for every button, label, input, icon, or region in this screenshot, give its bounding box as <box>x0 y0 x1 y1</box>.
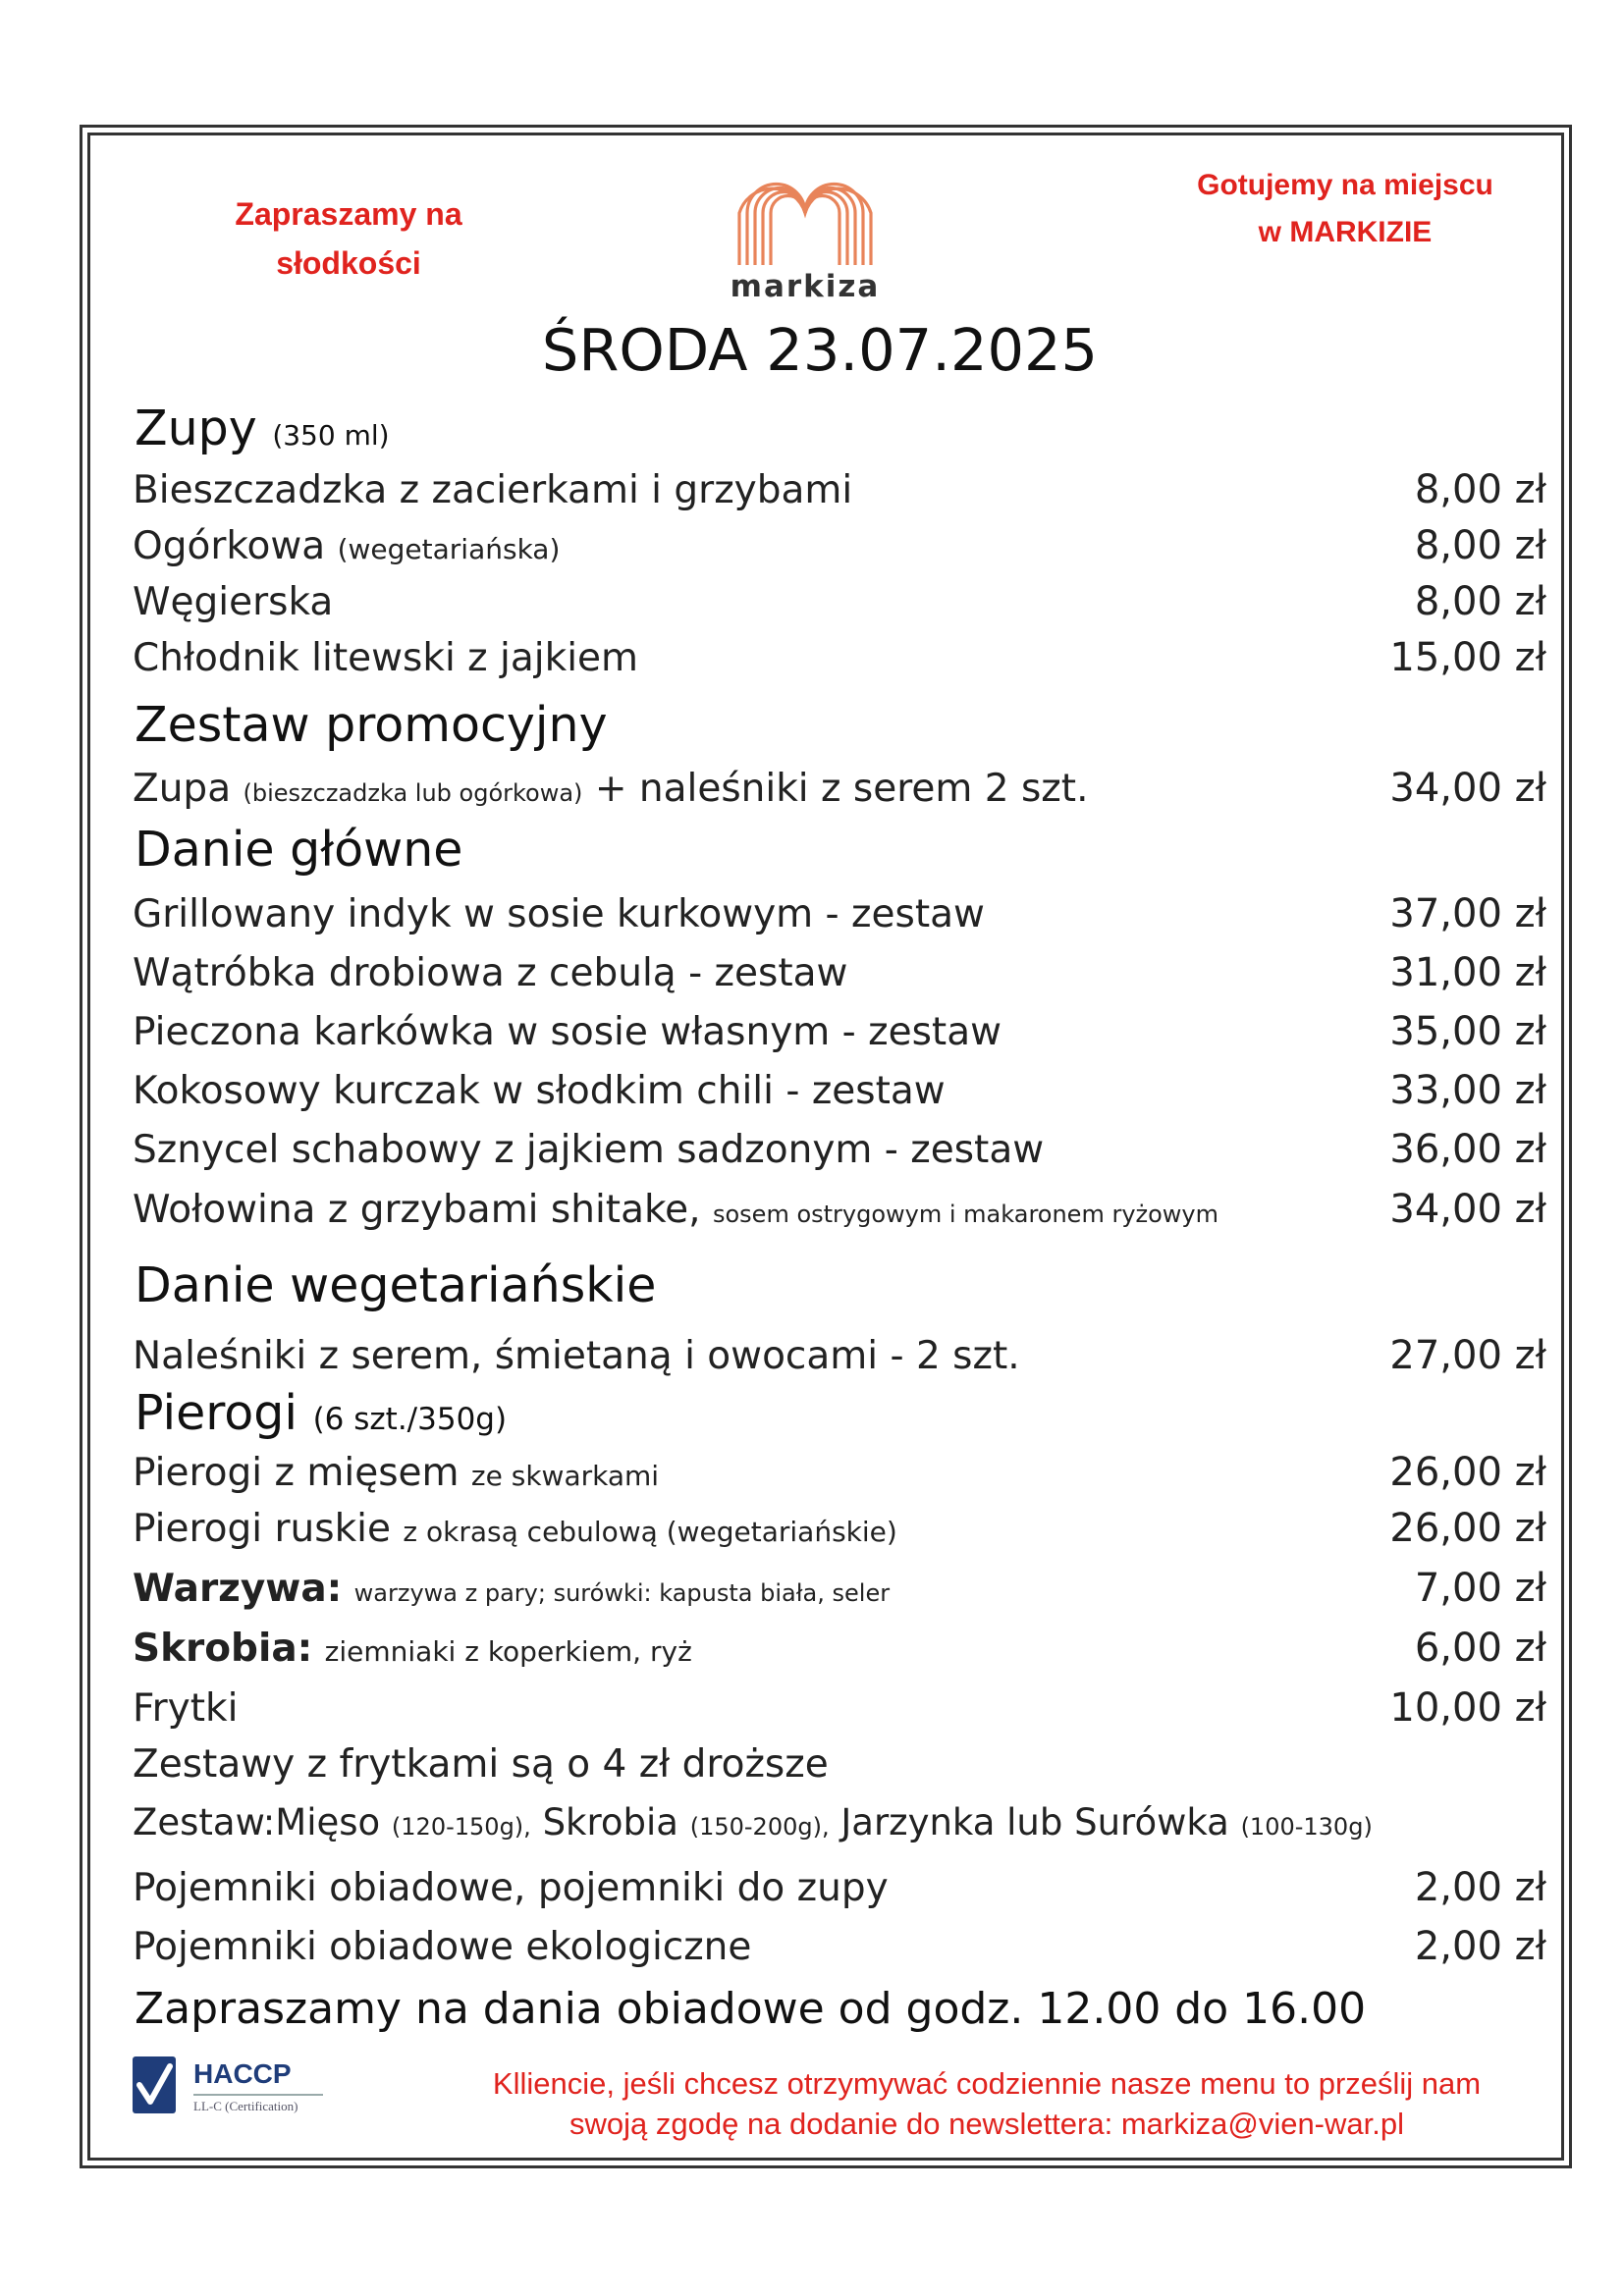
menu-item-price: 34,00 zł <box>1389 1187 1546 1232</box>
menu-item-price: 2,00 zł <box>1414 1924 1546 1969</box>
section-promo-title: Zestaw promocyjny <box>135 697 608 753</box>
newsletter-line2: swoją zgodę na dodanie do newslettera: markiza@vien-war.pl <box>569 2107 1404 2141</box>
menu-item-dumplings-1 <box>133 1446 1546 1495</box>
set-part-salad: Jarzynka lub Surówka <box>840 1801 1229 1843</box>
menu-item-name-text: Pierogi ruskie <box>133 1507 392 1551</box>
menu-item-label: Warzywa: <box>133 1567 343 1611</box>
menu-item-label: Skrobia: <box>133 1627 313 1671</box>
menu-item-price: 2,00 zł <box>1414 1865 1546 1910</box>
menu-date: ŚRODA 23.07.2025 <box>541 316 1099 384</box>
menu-item-main-1 <box>133 887 1546 936</box>
menu-item-price: 6,00 zł <box>1414 1626 1546 1671</box>
markiza-logo <box>727 169 884 316</box>
menu-item-name <box>133 1507 897 1551</box>
haccp-subtitle: LL-C (Certification) <box>193 2099 298 2113</box>
menu-item-name <box>133 1627 692 1671</box>
cooking-notice-line1: Gotujemy na miejscu <box>1197 169 1493 201</box>
cooking-notice-line2: w MARKIZIE <box>1258 216 1433 248</box>
menu-item-name-text-2: + naleśniki z serem 2 szt. <box>594 767 1089 811</box>
menu-item-price: 8,00 zł <box>1414 579 1546 624</box>
set-part-starch-weight: (150-200g), <box>689 1813 830 1841</box>
haccp-title: HACCP <box>193 2058 292 2089</box>
menu-item-name-text: Ogórkowa <box>133 524 326 568</box>
menu-item-note: ziemniaki z koperkiem, ryż <box>324 1635 692 1668</box>
menu-item-price: 8,00 zł <box>1414 523 1546 568</box>
section-dumplings-note: (6 szt./350g) <box>312 1402 508 1437</box>
menu-item-main-6 <box>133 1183 1546 1232</box>
menu-item-price: 7,00 zł <box>1414 1566 1546 1611</box>
menu-item-name <box>133 767 1088 811</box>
section-soups-title <box>135 400 390 456</box>
menu-item-price: 8,00 zł <box>1414 467 1546 512</box>
sweets-invitation-line1: Zapraszamy na <box>235 196 462 232</box>
section-main-title: Danie główne <box>135 822 463 878</box>
menu-item-soup-1 <box>133 463 1546 512</box>
menu-item-name: Wątróbka drobiowa z cebulą - zestaw <box>133 951 848 995</box>
menu-item-price: 33,00 zł <box>1389 1068 1546 1113</box>
menu-item-name-text: Zupa <box>133 767 232 811</box>
menu-item-note: z okrasą cebulową (wegetariańskie) <box>403 1516 897 1548</box>
menu-item-note: ze skwarkami <box>470 1460 660 1492</box>
menu-item-name: Pojemniki obiadowe ekologiczne <box>133 1925 752 1969</box>
menu-item-name: Pojemniki obiadowe, pojemniki do zupy <box>133 1866 889 1910</box>
menu-item-name-text: Wołowina z grzybami shitake, <box>133 1188 701 1232</box>
set-part-starch: Skrobia <box>542 1801 678 1843</box>
logo-wordmark: markiza <box>730 269 881 304</box>
section-soups-label: Zupy <box>135 400 257 456</box>
menu-item-note: (wegetariańska) <box>337 533 561 565</box>
menu-item-soup-4 <box>133 631 1546 680</box>
menu-item-price: 26,00 zł <box>1389 1506 1546 1551</box>
fries-surcharge-text: Zestawy z frytkami są o 4 zł droższe <box>133 1742 829 1787</box>
menu-item-soup-2 <box>133 519 1546 568</box>
menu-item-starch <box>133 1622 1546 1671</box>
haccp-divider <box>193 2094 323 2096</box>
fries-surcharge-note <box>133 1737 1546 1787</box>
menu-item-note: (bieszczadzka lub ogórkowa) <box>243 779 583 807</box>
menu-item-soup-3 <box>133 575 1546 624</box>
menu-item-name <box>133 1567 890 1611</box>
menu-item-name: Węgierska <box>133 580 334 624</box>
section-vege-title: Danie wegetariańskie <box>135 1257 657 1313</box>
set-part-meat: Zestaw:Mięso <box>133 1801 381 1843</box>
cooking-notice <box>1168 162 1522 256</box>
set-part-salad-weight: (100-130g) <box>1240 1813 1373 1841</box>
menu-item-price: 15,00 zł <box>1389 635 1546 680</box>
menu-item-main-5 <box>133 1123 1546 1172</box>
haccp-check-icon <box>131 2055 178 2115</box>
menu-item-price: 27,00 zł <box>1389 1333 1546 1378</box>
menu-item-name <box>133 1451 659 1495</box>
menu-item-vege <box>133 1329 1546 1378</box>
menu-item-price: 37,00 zł <box>1389 891 1546 936</box>
menu-item-price: 34,00 zł <box>1389 766 1546 811</box>
section-dumplings-title <box>135 1385 507 1441</box>
menu-item-name <box>133 524 560 568</box>
section-dumplings-label: Pierogi <box>135 1385 298 1441</box>
set-part-meat-weight: (120-150g), <box>391 1813 531 1841</box>
menu-item-name: Grillowany indyk w sosie kurkowym - zestaw <box>133 892 985 936</box>
menu-item-containers-2 <box>133 1920 1546 1969</box>
sweets-invitation-line2: słodkości <box>276 245 421 281</box>
menu-item-promo-set <box>133 762 1546 811</box>
menu-item-name: Pieczona karkówka w sosie własnym - zestaw <box>133 1010 1002 1054</box>
haccp-badge <box>131 2055 337 2121</box>
menu-item-price: 26,00 zł <box>1389 1450 1546 1495</box>
menu-item-main-3 <box>133 1005 1546 1054</box>
menu-item-name: Chłodnik litewski z jajkiem <box>133 636 639 680</box>
menu-item-price: 35,00 zł <box>1389 1009 1546 1054</box>
menu-item-name: Kokosowy kurczak w słodkim chili - zestaw <box>133 1069 946 1113</box>
menu-item-name: Bieszczadzka z zacierkami i grzybami <box>133 468 853 512</box>
menu-item-vegetables <box>133 1562 1546 1611</box>
newsletter-notice <box>422 2063 1551 2144</box>
menu-item-dumplings-2 <box>133 1502 1546 1551</box>
sweets-invitation <box>226 189 471 288</box>
menu-item-name-text: Pierogi z mięsem <box>133 1451 460 1495</box>
section-soups-note: (350 ml) <box>272 419 390 452</box>
menu-item-name: Naleśniki z serem, śmietaną i owocami - 2 szt. <box>133 1334 1020 1378</box>
menu-item-price: 36,00 zł <box>1389 1127 1546 1172</box>
menu-item-note: warzywa z pary; surówki: kapusta biała, seler <box>353 1579 891 1607</box>
menu-item-fries <box>133 1682 1546 1731</box>
menu-item-name <box>133 1188 1218 1232</box>
menu-item-main-2 <box>133 946 1546 995</box>
set-composition <box>133 1794 1546 1843</box>
menu-item-price: 31,00 zł <box>1389 950 1546 995</box>
menu-item-main-4 <box>133 1064 1546 1113</box>
menu-item-name: Frytki <box>133 1686 239 1731</box>
menu-item-note: sosem ostrygowym i makaronem ryżowym <box>712 1201 1219 1228</box>
menu-item-containers-1 <box>133 1861 1546 1910</box>
markiza-logo-icon <box>731 169 879 267</box>
menu-item-price: 10,00 zł <box>1389 1685 1546 1731</box>
newsletter-line1: Klliencie, jeśli chcesz otrzymywać codziennie nasze menu to prześlij nam <box>492 2066 1482 2101</box>
set-composition-text <box>133 1801 1373 1843</box>
menu-item-name: Sznycel schabowy z jajkiem sadzonym - zestaw <box>133 1128 1045 1172</box>
opening-hours: Zapraszamy na dania obiadowe od godz. 12.00 do 16.00 <box>135 1984 1367 2034</box>
